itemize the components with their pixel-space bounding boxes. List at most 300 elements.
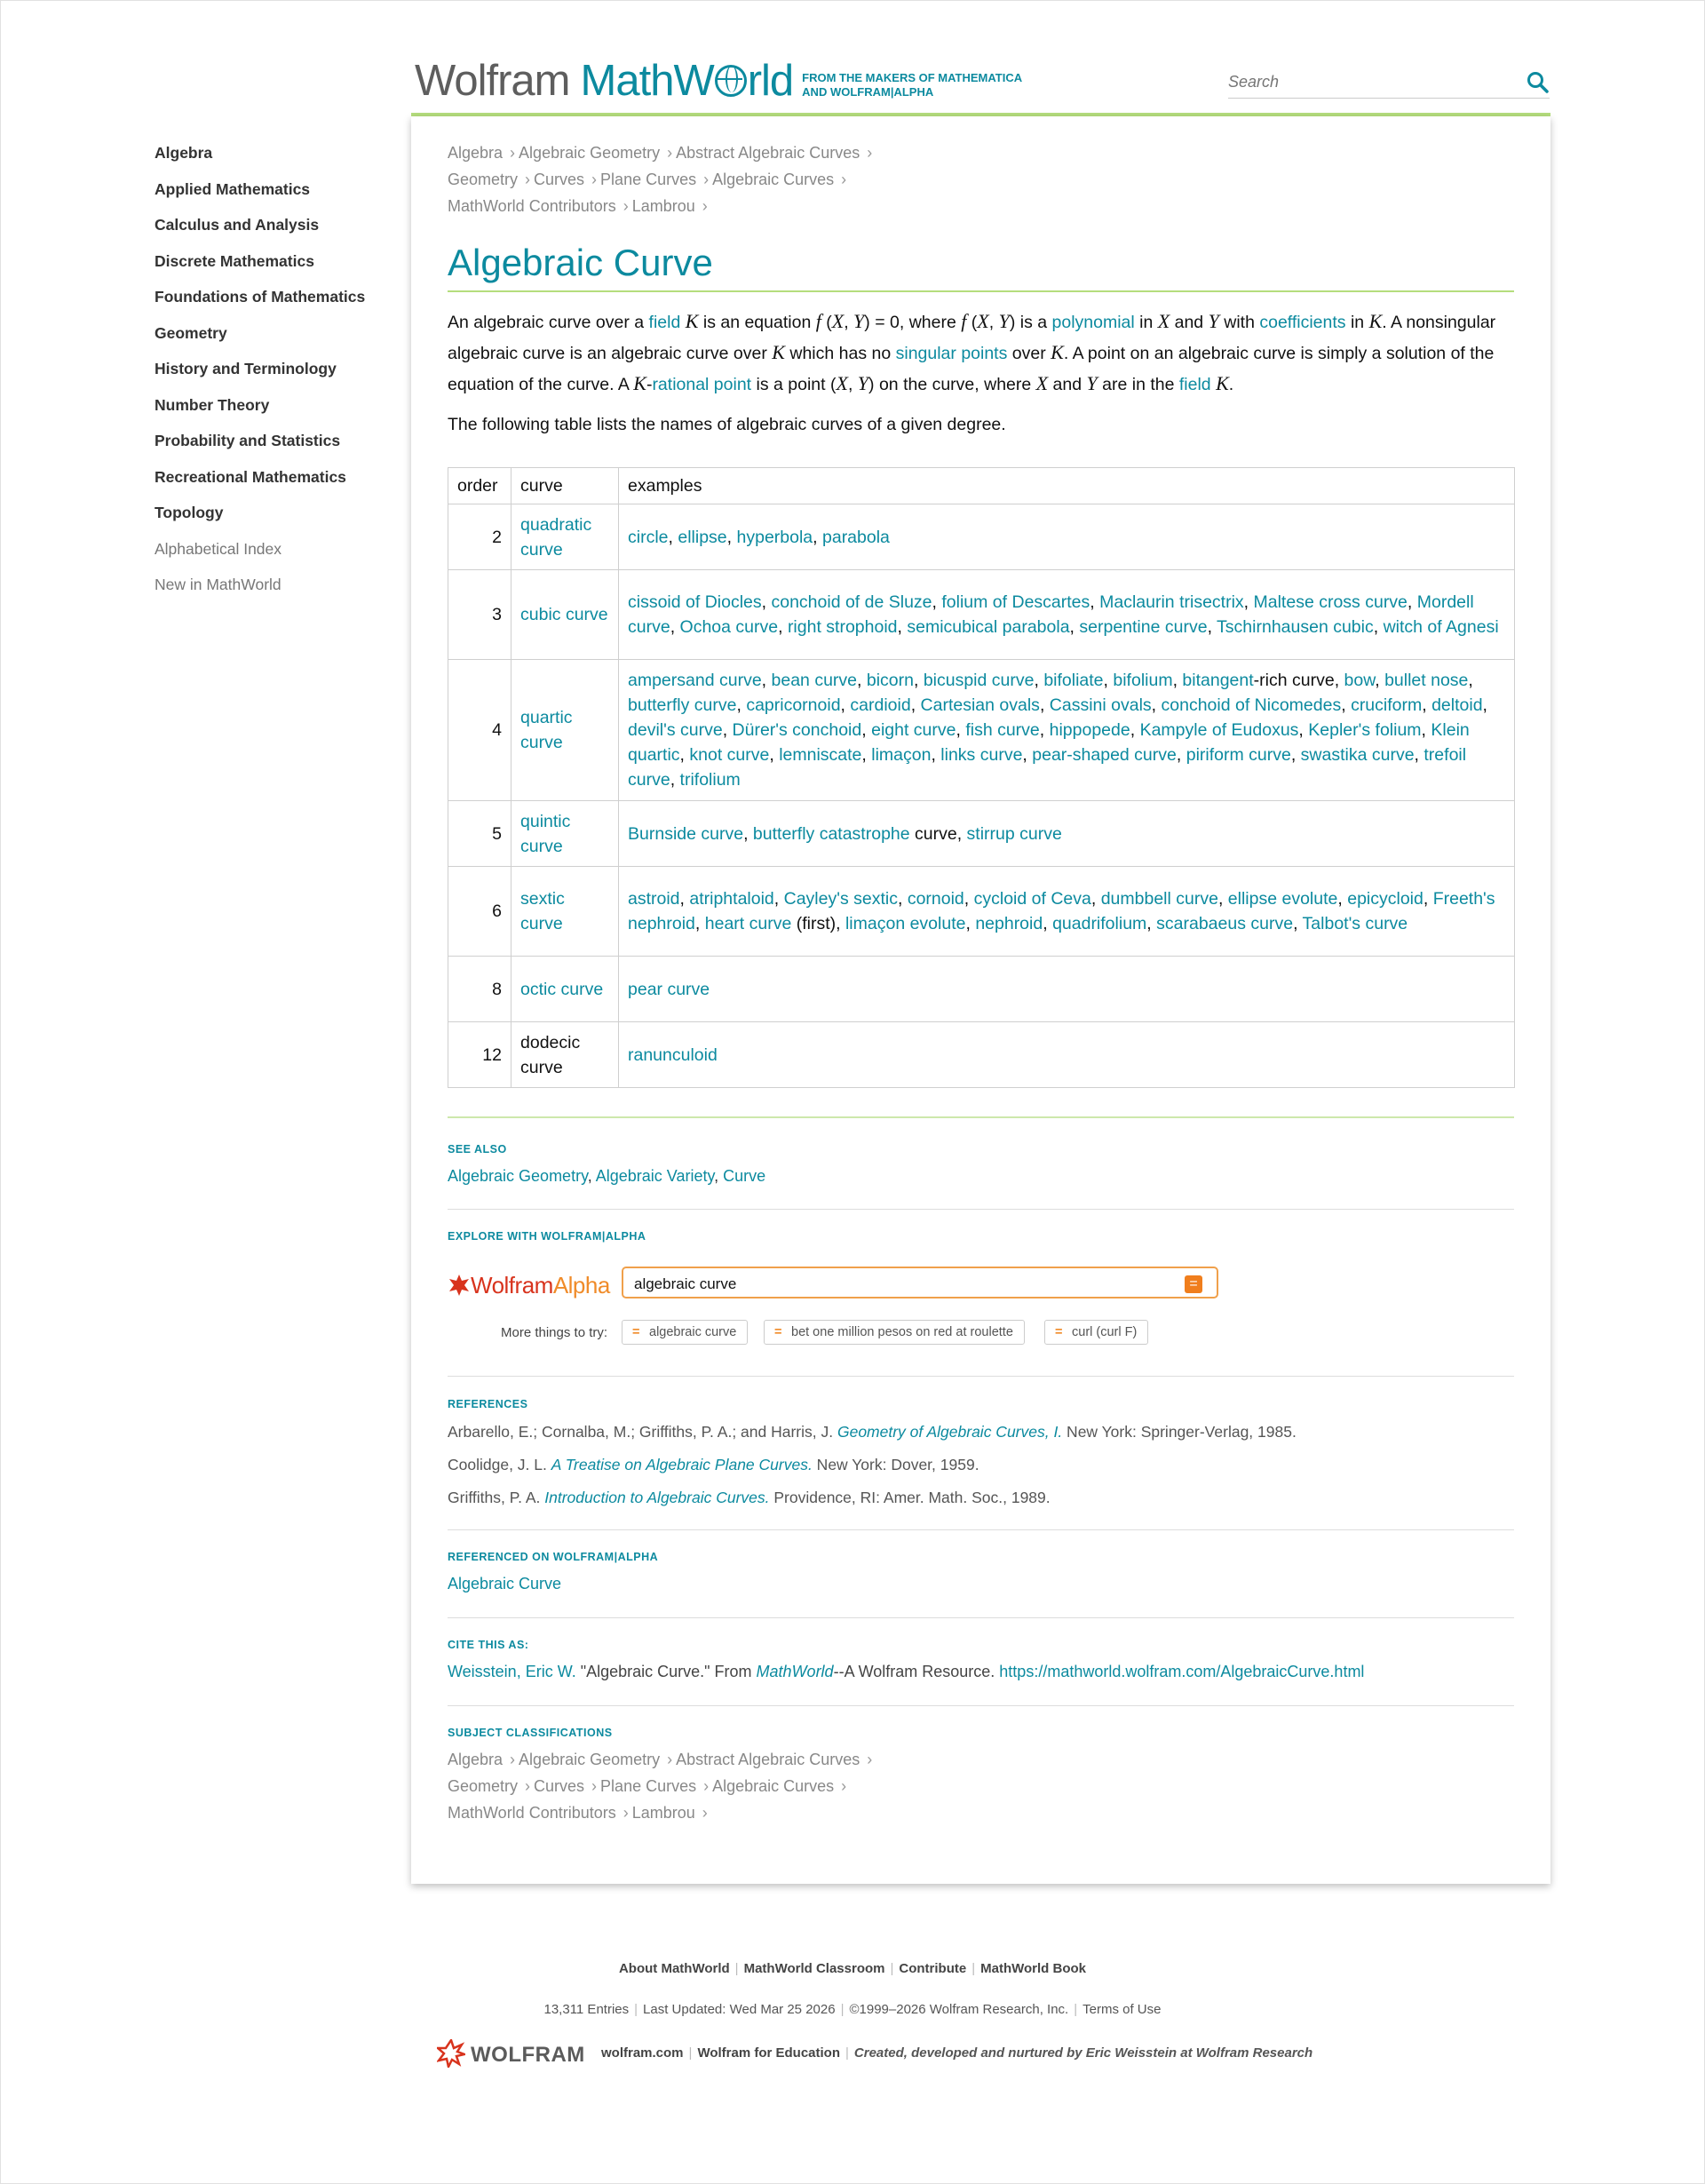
example-link-bow[interactable]: bow xyxy=(1344,671,1376,690)
chevron-right-icon: › xyxy=(623,1804,629,1822)
try-label: More things to try: xyxy=(501,1325,608,1340)
curve-link-octic-curve[interactable]: octic curve xyxy=(520,979,604,999)
table-row xyxy=(448,1022,1515,1088)
example-link-burnside-curve[interactable]: Burnside curve xyxy=(628,823,744,844)
chevron-right-icon: › xyxy=(703,1777,710,1795)
citation xyxy=(448,1663,1514,1681)
sidebar-link-new-in-mathworld[interactable]: New in MathWorld xyxy=(155,576,282,593)
example-link-bicuspid-curve[interactable]: bicuspid curve xyxy=(923,671,1035,690)
example-text: , xyxy=(668,527,678,547)
example-text: , xyxy=(1022,745,1033,765)
example-text: , xyxy=(1090,889,1101,909)
chevron-right-icon: › xyxy=(841,171,847,188)
footer-sep: | xyxy=(845,2045,849,2061)
referenced-on-algebraic-curve[interactable]: Algebraic Curve xyxy=(448,1575,562,1592)
references-label: REFERENCES xyxy=(448,1398,528,1410)
example-link-trifolium[interactable]: trifolium xyxy=(679,770,741,790)
footer-item-about-mathworld[interactable]: About MathWorld xyxy=(618,1961,730,1976)
link-field[interactable]: field xyxy=(648,313,681,332)
example-link-maltese-cross-curve[interactable]: Maltese cross curve xyxy=(1253,592,1408,612)
example-text: , xyxy=(694,914,705,933)
cite-url-link[interactable]: https://mathworld.wolfram.com/AlgebraicCurve.html xyxy=(999,1663,1365,1680)
example-text: , xyxy=(1375,671,1385,690)
classification-link-mathworld-contributors[interactable]: MathWorld Contributors xyxy=(448,1804,616,1822)
example-link-kampyle-of-eudoxus[interactable]: Kampyle of Eudoxus xyxy=(1139,720,1299,740)
example-link-cardioid[interactable]: cardioid xyxy=(850,695,911,715)
table-row xyxy=(448,660,1515,801)
example-text: , xyxy=(679,745,690,765)
classification-link-algebraic-geometry[interactable]: Algebraic Geometry xyxy=(519,1751,661,1768)
chevron-right-icon: › xyxy=(867,144,873,162)
example-text: , xyxy=(761,592,772,612)
sidebar-item-geometry[interactable]: Geometry xyxy=(155,323,227,342)
example-link-bicorn[interactable]: bicorn xyxy=(866,671,914,690)
tagline-line-1: FROM THE MAKERS OF MATHEMATICA xyxy=(802,71,1023,84)
chevron-right-icon: › xyxy=(867,1751,873,1768)
example-text: , xyxy=(1422,695,1432,715)
example-text: , xyxy=(1039,720,1050,740)
footer-links xyxy=(0,1961,1705,1976)
example-link-mordell-curve[interactable]: Mordell curve xyxy=(628,592,1474,637)
curve-cell xyxy=(512,801,619,867)
chevron-right-icon: › xyxy=(525,1777,531,1795)
chevron-right-icon: › xyxy=(702,197,708,215)
curve-link-cubic-curve[interactable]: cubic curve xyxy=(520,605,608,624)
example-text: , xyxy=(1290,745,1301,765)
chevron-right-icon: › xyxy=(667,1751,673,1768)
example-link-stirrup-curve[interactable]: stirrup curve xyxy=(966,823,1062,844)
example-text: , xyxy=(1373,617,1384,637)
chevron-right-icon: › xyxy=(525,171,531,188)
sidebar-item-algebra[interactable]: Algebra xyxy=(155,144,213,162)
examples-cell xyxy=(619,570,1515,660)
example-text: (first), xyxy=(791,914,845,933)
examples-cell xyxy=(619,1022,1515,1088)
wolframalpha-logo[interactable] xyxy=(448,1272,610,1299)
example-text: , xyxy=(670,770,680,790)
example-text: , xyxy=(1293,914,1303,933)
divider xyxy=(448,1529,1514,1530)
breadcrumb xyxy=(448,139,1514,219)
cite-text-2: --A Wolfram Resource. xyxy=(833,1663,1000,1680)
example-link-cissoid-of-diocles[interactable]: cissoid of Diocles xyxy=(628,592,762,612)
example-text: , xyxy=(1217,889,1228,909)
example-link-deltoid[interactable]: deltoid xyxy=(1431,695,1483,715)
wolframalpha-widget xyxy=(448,1267,1514,1346)
breadcrumb-link-algebraic-curves[interactable]: Algebraic Curves xyxy=(712,171,835,188)
referenced-on-label: REFERENCED ON WOLFRAM|ALPHA xyxy=(448,1551,659,1563)
wolframalpha-spikey-icon xyxy=(448,1274,471,1297)
footer-sep: | xyxy=(688,2045,693,2061)
breadcrumb-link-lambrou[interactable]: Lambrou xyxy=(631,197,695,215)
footer-credit: Created, developed and nurtured by Eric Weisstein at Wolfram Research xyxy=(853,2045,1313,2061)
example-link-klein-quartic[interactable]: Klein quartic xyxy=(628,720,1470,765)
table-intro-block xyxy=(448,409,1514,440)
example-link-cruciform[interactable]: cruciform xyxy=(1351,695,1423,715)
example-link-witch-of-agnesi[interactable]: witch of Agnesi xyxy=(1383,617,1499,637)
example-link-hippopede[interactable]: hippopede xyxy=(1049,720,1130,740)
footer-sep: | xyxy=(734,1961,739,1976)
example-text: , xyxy=(726,527,737,547)
see-also-label: SEE ALSO xyxy=(448,1143,507,1156)
classification-row xyxy=(448,1773,1514,1799)
example-link-pear-curve[interactable]: pear curve xyxy=(628,979,710,999)
example-link-ellipse[interactable]: ellipse xyxy=(678,527,727,547)
sidebar-item-probability-and-statistics[interactable]: Probability and Statistics xyxy=(155,432,341,449)
example-link-bitangent[interactable]: bitangent xyxy=(1182,671,1254,690)
separator: , xyxy=(714,1167,724,1185)
link-singular-points[interactable]: singular points xyxy=(895,344,1008,363)
definition-paragraph: An algebraic curve over a field K is an equation f (X, Y) = 0, where f (X, Y) is a polynomial in X and Y with coefficients in K. A nonsingular algebraic curve is an algebraic curve over K which has no singular points over K. A point on an algebraic curve is simply a solution of the equation of the curve. A K-rational point is a point (X, Y) on the curve, where X and Y are in the field K. xyxy=(448,310,1496,394)
see-also-rule xyxy=(448,1116,1514,1118)
example-text: , xyxy=(722,720,733,740)
breadcrumb-link-abstract-algebraic-curves[interactable]: Abstract Algebraic Curves xyxy=(676,144,860,162)
example-link-tschirnhausen-cubic[interactable]: Tschirnhausen cubic xyxy=(1217,617,1374,637)
curve-cell xyxy=(512,570,619,660)
example-text: , xyxy=(1151,695,1162,715)
examples-cell xyxy=(619,660,1515,801)
see-also-list xyxy=(448,1167,1514,1186)
curve-cell xyxy=(512,1022,619,1088)
reference-title-link[interactable]: Introduction to Algebraic Curves. xyxy=(544,1489,770,1506)
example-text: , xyxy=(932,592,942,612)
example-text: , xyxy=(861,745,872,765)
footer-link-education[interactable]: Wolfram for Education xyxy=(697,2045,840,2061)
example-link-semicubical-parabola[interactable]: semicubical parabola xyxy=(907,617,1070,637)
curve-name: dodecic curve xyxy=(520,1032,581,1077)
subject-classifications-label: SUBJECT CLASSIFICATIONS xyxy=(448,1727,613,1739)
example-link-cycloid-of-ceva[interactable]: cycloid of Ceva xyxy=(973,889,1091,909)
example-link-d-rer-s-conchoid[interactable]: Dürer's conchoid xyxy=(732,720,862,740)
try-chip-3[interactable]: = curl (curl F) xyxy=(1044,1320,1148,1345)
table-row xyxy=(448,570,1515,660)
example-link-quadrifolium[interactable]: quadrifolium xyxy=(1052,914,1147,933)
example-link-folium-of-descartes[interactable]: folium of Descartes xyxy=(941,592,1090,612)
example-link-circle[interactable]: circle xyxy=(628,527,669,547)
reference-authors: Coolidge, J. L. xyxy=(448,1456,551,1473)
title-block xyxy=(448,241,1514,285)
example-link-dumbbell-curve[interactable]: dumbbell curve xyxy=(1100,889,1218,909)
example-text: , xyxy=(679,889,690,909)
curve-cell xyxy=(512,504,619,570)
topic-sidebar xyxy=(155,142,385,610)
example-text: curve, xyxy=(909,823,967,844)
sidebar-item-topology[interactable]: Topology xyxy=(155,504,224,521)
divider xyxy=(448,1209,1514,1210)
link-rational-point[interactable]: rational point xyxy=(652,375,752,394)
example-link-cartesian-ovals[interactable]: Cartesian ovals xyxy=(920,695,1040,715)
example-link-eight-curve[interactable]: eight curve xyxy=(871,720,956,740)
globe-icon xyxy=(715,65,747,97)
wolframalpha-query-input[interactable] xyxy=(622,1267,1218,1298)
cite-source[interactable]: MathWorld xyxy=(756,1663,834,1680)
reference-authors: Griffiths, P. A. xyxy=(448,1489,545,1506)
example-text: , xyxy=(1414,745,1424,765)
example-text: , xyxy=(857,671,867,690)
example-link-parabola[interactable]: parabola xyxy=(822,527,890,547)
classification-link-curves[interactable]: Curves xyxy=(534,1777,585,1795)
example-link-butterfly-curve[interactable]: butterfly curve xyxy=(628,695,737,715)
classification-link-algebra[interactable]: Algebra xyxy=(448,1751,504,1768)
example-text: , xyxy=(1298,720,1309,740)
curve-link-quartic-curve[interactable]: quartic curve xyxy=(520,708,573,752)
example-link-butterfly-catastrophe[interactable]: butterfly catastrophe xyxy=(752,823,910,844)
example-text: , xyxy=(670,617,680,637)
example-link-knot-curve[interactable]: knot curve xyxy=(689,745,770,765)
sidebar-item-number-theory[interactable]: Number Theory xyxy=(155,395,270,414)
example-link-kepler-s-folium[interactable]: Kepler's folium xyxy=(1308,720,1422,740)
example-link-swastika-curve[interactable]: swastika curve xyxy=(1300,745,1415,765)
wolfram-spikey-icon xyxy=(437,2039,465,2068)
order-cell: 4 xyxy=(448,660,512,801)
footer-sep: | xyxy=(634,2002,638,2017)
footer-item-terms-of-use[interactable]: Terms of Use xyxy=(1082,2002,1162,2017)
example-text: , xyxy=(1090,592,1100,612)
example-text: , xyxy=(1341,695,1352,715)
footer-item-contribute[interactable]: Contribute xyxy=(899,1961,967,1976)
order-cell: 3 xyxy=(448,570,512,660)
example-link-cayley-s-sextic[interactable]: Cayley's sextic xyxy=(783,889,898,909)
link-field-2[interactable]: field xyxy=(1178,375,1211,394)
example-link-atriphtaloid[interactable]: atriphtaloid xyxy=(689,889,774,909)
order-cell: 8 xyxy=(448,957,512,1022)
example-link-lemniscate[interactable]: lemniscate xyxy=(779,745,862,765)
example-link-serpentine-curve[interactable]: serpentine curve xyxy=(1079,617,1208,637)
classification-link-lambrou[interactable]: Lambrou xyxy=(631,1804,695,1822)
example-link-nephroid[interactable]: nephroid xyxy=(975,914,1043,933)
table-header-row xyxy=(448,468,1515,504)
curve-link-sextic-curve[interactable]: sextic curve xyxy=(520,889,565,933)
logo-math-part-a: MathW xyxy=(580,57,714,105)
references-list xyxy=(448,1416,1514,1514)
header-order: order xyxy=(448,468,512,504)
breadcrumb-link-algebraic-geometry[interactable]: Algebraic Geometry xyxy=(519,144,661,162)
wolframalpha-logo-b: Alpha xyxy=(552,1272,610,1298)
example-link-right-strophoid[interactable]: right strophoid xyxy=(787,617,898,637)
logo-tagline xyxy=(802,71,1022,103)
example-link-bean-curve[interactable]: bean curve xyxy=(771,671,857,690)
example-link-conchoid-of-de-sluze[interactable]: conchoid of de Sluze xyxy=(771,592,932,612)
example-link-lima-on[interactable]: limaçon xyxy=(871,745,932,765)
sidebar-item-history-and-terminology[interactable]: History and Terminology xyxy=(155,360,337,377)
example-text: , xyxy=(736,695,747,715)
search-icon[interactable] xyxy=(1527,71,1550,94)
example-link-ellipse-evolute[interactable]: ellipse evolute xyxy=(1227,889,1338,909)
example-link-lima-on-evolute[interactable]: limaçon evolute xyxy=(845,914,966,933)
reference-title-link[interactable]: Geometry of Algebraic Curves, I. xyxy=(837,1423,1063,1441)
tagline-line-2: AND WOLFRAM|ALPHA xyxy=(802,85,934,99)
footer-sep: | xyxy=(890,1961,894,1976)
examples-cell xyxy=(619,801,1515,867)
breadcrumb-row xyxy=(448,193,1514,219)
example-link-links-curve[interactable]: links curve xyxy=(940,745,1023,765)
example-text: , xyxy=(910,695,921,715)
sidebar-item-discrete-mathematics[interactable]: Discrete Mathematics xyxy=(155,251,314,270)
footer-item-1999-2026-wolfram-research-inc: ©1999–2026 Wolfram Research, Inc. xyxy=(849,2002,1069,2017)
table-row xyxy=(448,867,1515,957)
breadcrumb-row xyxy=(448,139,1514,166)
reference-title-link[interactable]: A Treatise on Algebraic Plane Curves. xyxy=(551,1456,813,1473)
examples-cell xyxy=(619,867,1515,957)
example-link-fish-curve[interactable]: fish curve xyxy=(965,720,1040,740)
wolfram-logo-text: WOLFRAM xyxy=(471,2043,585,2067)
examples-cell xyxy=(619,957,1515,1022)
example-text: , xyxy=(1423,889,1433,909)
chevron-right-icon: › xyxy=(591,171,598,188)
example-text: , xyxy=(1146,914,1157,933)
link-polynomial[interactable]: polynomial xyxy=(1051,313,1135,332)
separator: , xyxy=(587,1167,596,1185)
footer-sep: | xyxy=(1074,2002,1078,2017)
example-link-piriform-curve[interactable]: piriform curve xyxy=(1186,745,1291,765)
footer-item-13-311-entries: 13,311 Entries xyxy=(543,2002,630,2017)
see-also-link-algebraic-variety[interactable]: Algebraic Variety xyxy=(595,1167,715,1185)
example-link-epicycloid[interactable]: epicycloid xyxy=(1347,889,1423,909)
example-link-pear-shaped-curve[interactable]: pear-shaped curve xyxy=(1032,745,1177,765)
reference-authors: Arbarello, E.; Cornalba, M.; Griffiths, P. A.; and Harris, J. xyxy=(448,1423,837,1441)
example-link-ampersand-curve[interactable]: ampersand curve xyxy=(628,671,762,690)
example-link-bifoliate[interactable]: bifoliate xyxy=(1043,671,1104,690)
example-text: , xyxy=(769,745,780,765)
order-cell: 6 xyxy=(448,867,512,957)
reference-publisher: New York: Dover, 1959. xyxy=(812,1456,979,1473)
classification-link-abstract-algebraic-curves[interactable]: Abstract Algebraic Curves xyxy=(676,1751,860,1768)
order-cell: 2 xyxy=(448,504,512,570)
try-chip-1[interactable]: = algebraic curve xyxy=(622,1320,748,1345)
curve-link-quadratic-curve[interactable]: quadratic curve xyxy=(520,514,592,560)
classification-link-algebraic-curves[interactable]: Algebraic Curves xyxy=(712,1777,835,1795)
chevron-right-icon: › xyxy=(841,1777,847,1795)
sidebar-link-alphabetical-index[interactable]: Alphabetical Index xyxy=(155,539,282,558)
example-text: , xyxy=(1039,695,1050,715)
example-text: , xyxy=(840,695,851,715)
title-rule xyxy=(448,290,1514,292)
example-text: , xyxy=(1207,617,1217,637)
footer-site-links xyxy=(601,2045,1312,2061)
footer-item-mathworld-classroom[interactable]: MathWorld Classroom xyxy=(743,1961,885,1976)
classification-link-geometry[interactable]: Geometry xyxy=(448,1777,519,1795)
example-text: , xyxy=(1482,695,1487,715)
breadcrumb-link-curves[interactable]: Curves xyxy=(534,171,585,188)
example-link-bullet-nose[interactable]: bullet nose xyxy=(1384,671,1469,690)
chevron-right-icon: › xyxy=(591,1777,598,1795)
classification-link-plane-curves[interactable]: Plane Curves xyxy=(600,1777,697,1795)
reference-item xyxy=(448,1481,1514,1514)
order-cell: 5 xyxy=(448,801,512,867)
order-cell: 12 xyxy=(448,1022,512,1088)
subject-classifications xyxy=(448,1746,1514,1826)
mathworld-logo[interactable] xyxy=(415,59,1022,103)
example-link-heart-curve[interactable]: heart curve xyxy=(704,914,792,933)
example-text: , xyxy=(931,745,941,765)
example-text: , xyxy=(1069,617,1080,637)
cite-text: "Algebraic Curve." From xyxy=(575,1663,757,1680)
sidebar-item-foundations-of-mathematics[interactable]: Foundations of Mathematics xyxy=(155,288,366,306)
table-intro: The following table lists the names of algebraic curves of a given degree. xyxy=(448,415,1006,434)
chevron-right-icon: › xyxy=(510,1751,516,1768)
chevron-right-icon: › xyxy=(667,144,673,162)
header-curve: curve xyxy=(512,468,619,504)
example-text: , xyxy=(897,617,908,637)
example-link-trefoil-curve[interactable]: trefoil curve xyxy=(628,745,1467,790)
search-input[interactable] xyxy=(1228,64,1512,96)
footer-item-last-updated-wed-mar-25-2026: Last Updated: Wed Mar 25 2026 xyxy=(643,2002,836,2017)
example-link-hyperbola[interactable]: hyperbola xyxy=(736,527,813,547)
curve-cell xyxy=(512,660,619,801)
sidebar-item-calculus-and-analysis[interactable]: Calculus and Analysis xyxy=(155,216,320,234)
curve-cell xyxy=(512,957,619,1022)
wolfram-logo[interactable] xyxy=(437,2039,585,2068)
examples-cell xyxy=(619,504,1515,570)
referenced-on-link xyxy=(448,1575,1514,1593)
example-link-conchoid-of-nicomedes[interactable]: conchoid of Nicomedes xyxy=(1161,695,1342,715)
try-chip-2[interactable]: = bet one million pesos on red at roulette xyxy=(764,1320,1025,1345)
wolframalpha-logo-a: Wolfram xyxy=(471,1272,553,1298)
example-link-capricornoid[interactable]: capricornoid xyxy=(746,695,841,715)
see-also-link-curve[interactable]: Curve xyxy=(723,1167,766,1185)
sidebar-item-applied-mathematics[interactable]: Applied Mathematics xyxy=(155,179,311,198)
example-link-bifolium[interactable]: bifolium xyxy=(1113,671,1173,690)
example-link-talbot-s-curve[interactable]: Talbot's curve xyxy=(1302,914,1408,933)
sidebar-item-recreational-mathematics[interactable]: Recreational Mathematics xyxy=(155,467,346,486)
example-text: , xyxy=(964,889,974,909)
example-link-ochoa-curve[interactable]: Ochoa curve xyxy=(679,617,779,637)
curve-link-quintic-curve[interactable]: quintic curve xyxy=(520,811,571,856)
example-link-freeth-s-nephroid[interactable]: Freeth's nephroid xyxy=(628,889,1495,933)
example-link-scarabaeus-curve[interactable]: scarabaeus curve xyxy=(1156,914,1294,933)
example-text: , xyxy=(1130,720,1140,740)
cite-author-link[interactable]: Weisstein, Eric W. xyxy=(448,1663,576,1680)
footer-sep: | xyxy=(971,1961,976,1976)
example-text: , xyxy=(813,527,822,547)
breadcrumb-link-plane-curves[interactable]: Plane Curves xyxy=(600,171,697,188)
divider xyxy=(448,1617,1514,1618)
example-text: , xyxy=(913,671,924,690)
footer-item-mathworld-book[interactable]: MathWorld Book xyxy=(980,1961,1087,1976)
link-coefficients[interactable]: coefficients xyxy=(1259,313,1346,332)
see-also-link-algebraic-geometry[interactable]: Algebraic Geometry xyxy=(448,1167,588,1185)
classification-row xyxy=(448,1799,1514,1826)
explore-label: EXPLORE WITH WOLFRAM|ALPHA xyxy=(448,1230,646,1243)
footer-link-wolfram[interactable]: wolfram.com xyxy=(601,2045,684,2061)
example-link-cassini-ovals[interactable]: Cassini ovals xyxy=(1049,695,1152,715)
table-row xyxy=(448,801,1515,867)
breadcrumb-link-mathworld-contributors[interactable]: MathWorld Contributors xyxy=(448,197,616,215)
example-link-cornoid[interactable]: cornoid xyxy=(907,889,964,909)
search-bar xyxy=(1228,64,1550,99)
example-link-maclaurin-trisectrix[interactable]: Maclaurin trisectrix xyxy=(1099,592,1244,612)
breadcrumb-link-geometry[interactable]: Geometry xyxy=(448,171,519,188)
logo-math-part-b: rld xyxy=(747,57,794,105)
chevron-right-icon: › xyxy=(702,1804,708,1822)
example-text: , xyxy=(1407,592,1417,612)
wolframalpha-submit-icon[interactable]: = xyxy=(1185,1275,1202,1293)
curve-cell xyxy=(512,867,619,957)
example-text: , xyxy=(1243,592,1254,612)
table-row xyxy=(448,504,1515,570)
example-text: , xyxy=(773,889,784,909)
reference-publisher: New York: Springer-Verlag, 1985. xyxy=(1062,1423,1297,1441)
chevron-right-icon: › xyxy=(623,197,629,215)
breadcrumb-link-algebra[interactable]: Algebra xyxy=(448,144,504,162)
example-text: , xyxy=(1337,889,1348,909)
logo-mathworld-text xyxy=(581,59,794,103)
reference-item xyxy=(448,1449,1514,1481)
example-link-devil-s-curve[interactable]: devil's curve xyxy=(628,720,723,740)
example-link-astroid[interactable]: astroid xyxy=(628,889,680,909)
example-link-ranunculoid[interactable]: ranunculoid xyxy=(628,1044,718,1065)
reference-publisher: Providence, RI: Amer. Math. Soc., 1989. xyxy=(769,1489,1051,1506)
